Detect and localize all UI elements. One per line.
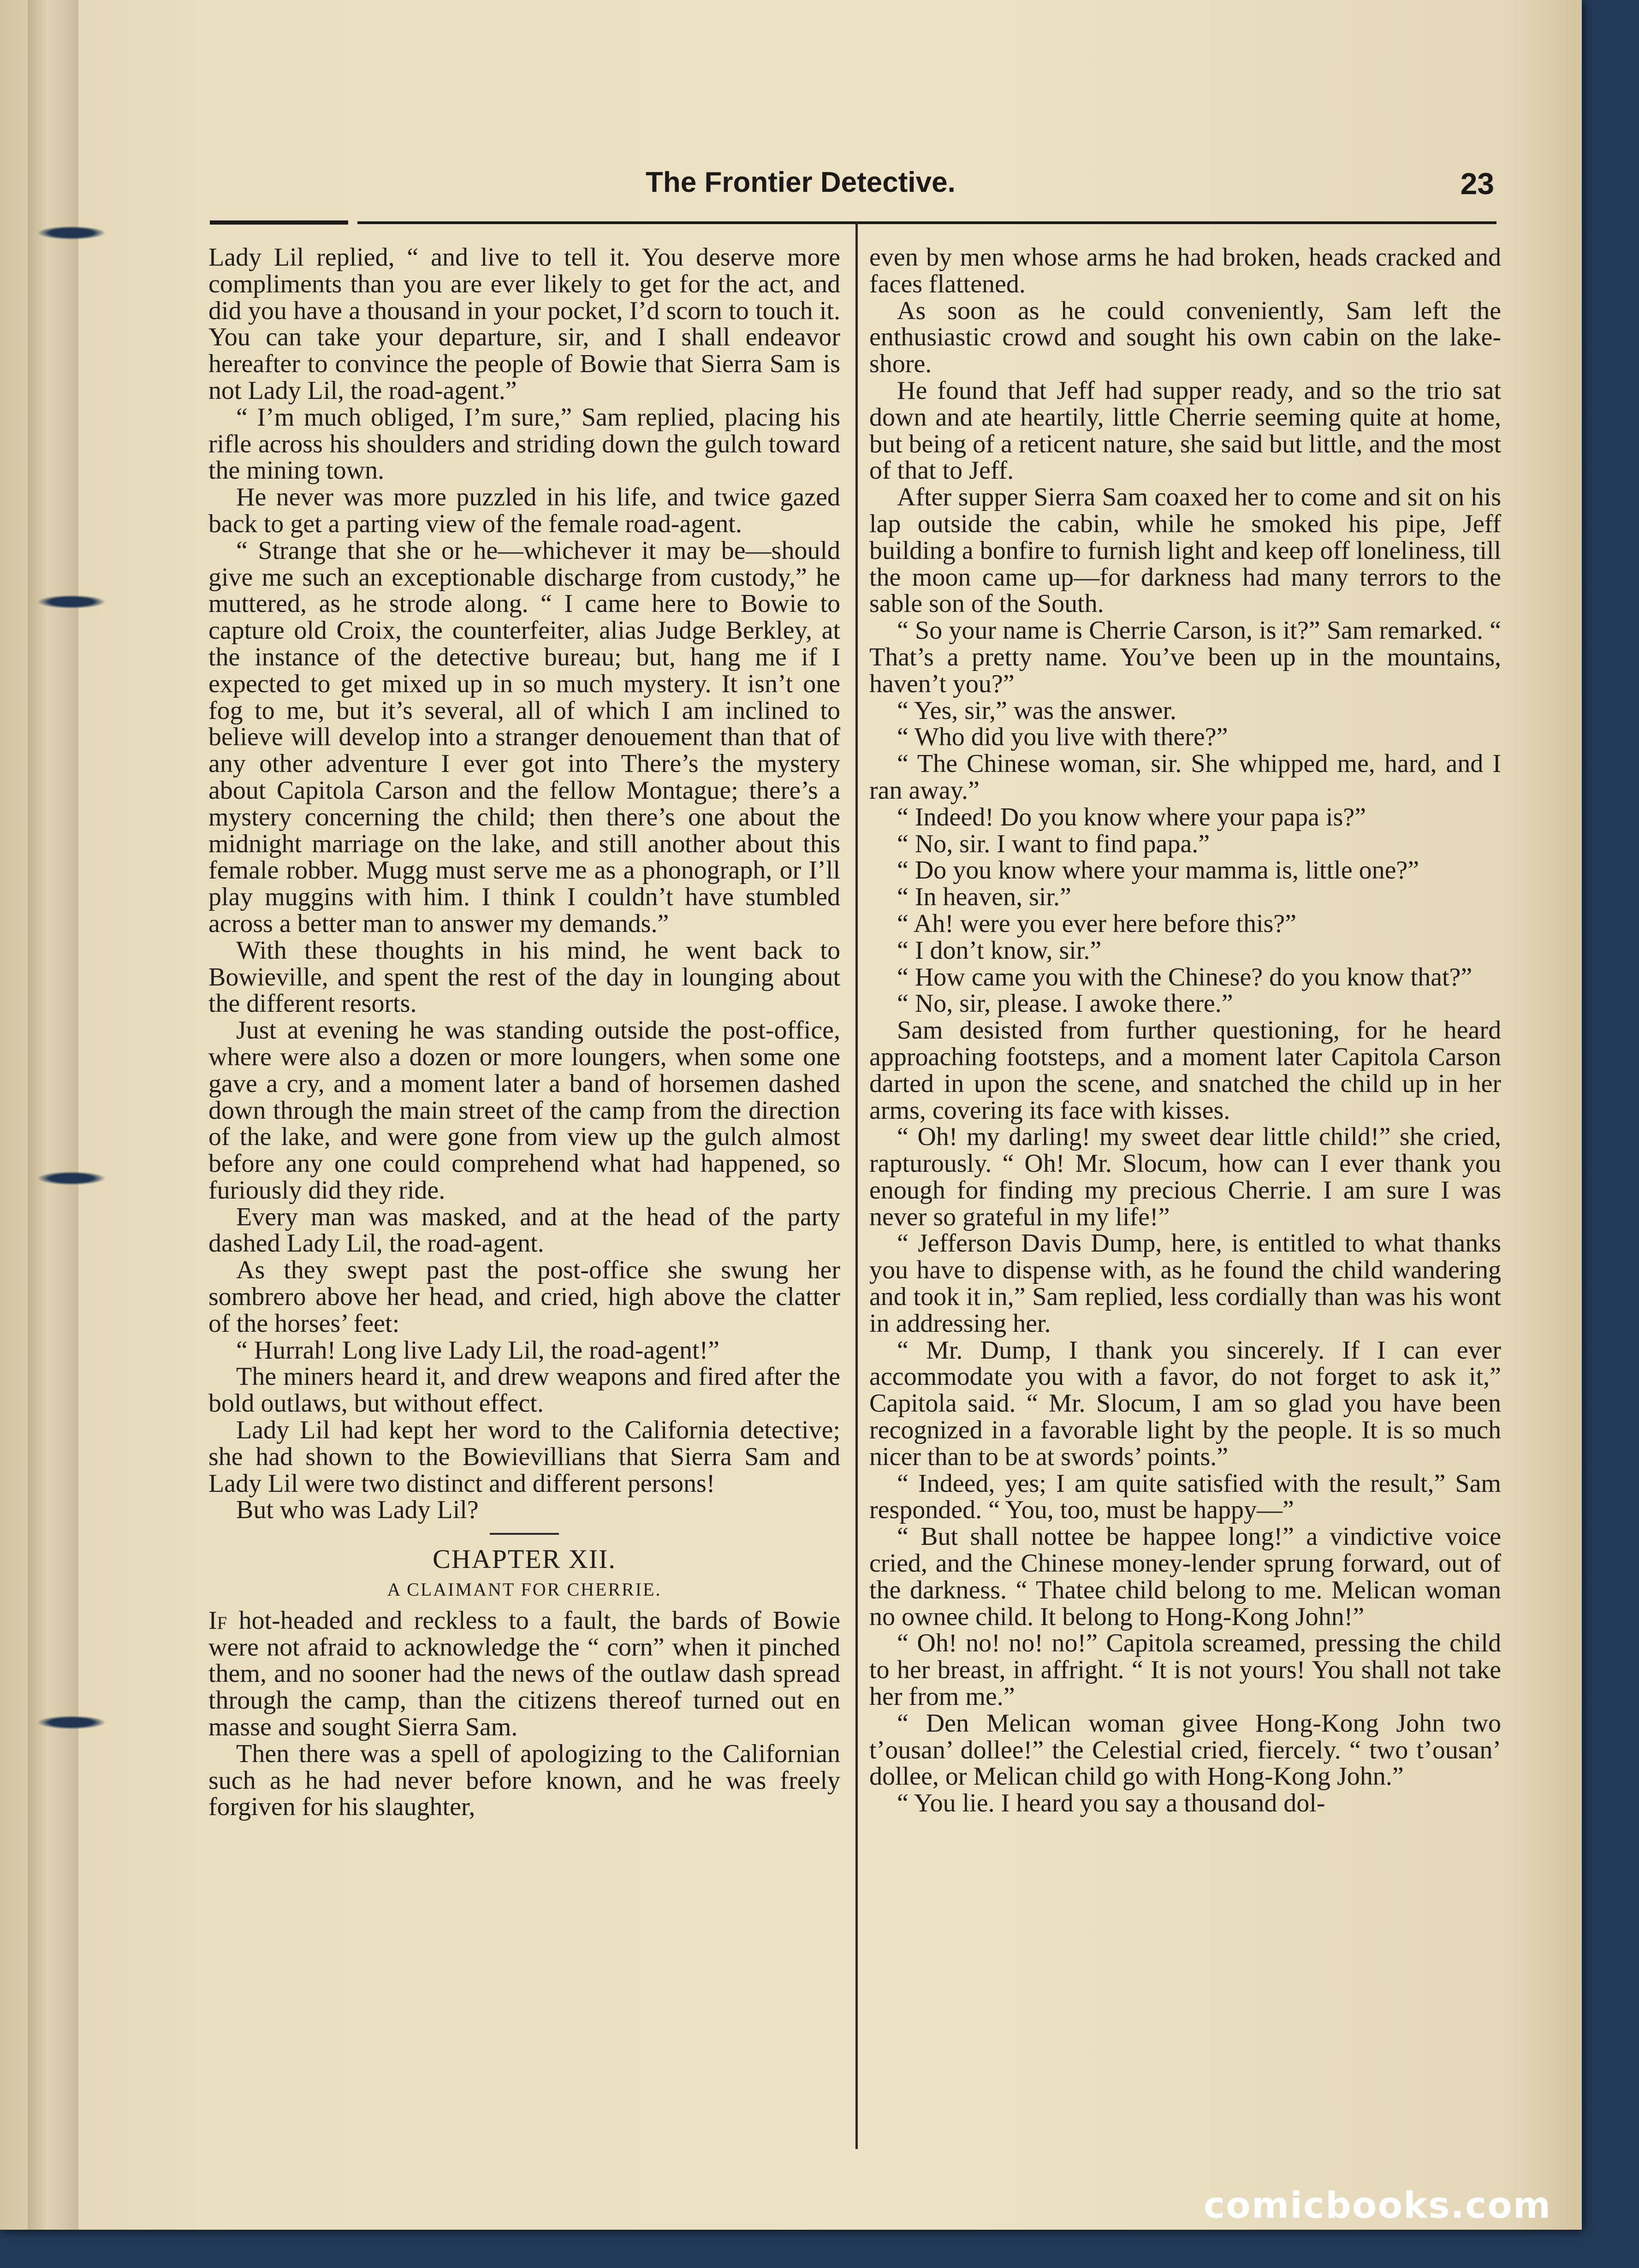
paragraph: “ Oh! no! no! no!” Capitola screamed, pressing the child to her breast, in affright. “ It is not yours! You shall not take her from me.” [869,1629,1501,1711]
page-number: 23 [1460,166,1494,201]
paragraph: “ Indeed! Do you know where your papa is?” [897,802,1366,831]
paragraph: “ So your name is Cherrie Carson, is it?” Sam remarked. “ That’s a pretty name. You’ve been up in the mountains, haven’t you?” [869,616,1501,698]
watermark: comicbooks.com [1204,2185,1552,2226]
paragraph: “ Do you know where your mamma is, little one?” [897,856,1419,885]
column-divider [855,221,858,2149]
paragraph: “ You lie. I heard you say a thousand dol- [897,1789,1325,1818]
paragraph: even by men whose arms he had broken, heads cracked and faces flattened. [869,243,1501,298]
chapter-rule [490,1533,559,1535]
binding-staple [37,1171,106,1185]
paragraph: As soon as he could conveniently, Sam left the enthusiastic crowd and sought his own cabin on the lake-shore. [869,296,1501,379]
paragraph [208,1608,840,1741]
paragraph: But who was Lady Lil? [236,1496,479,1525]
paragraph: The miners heard it, and drew weapons and fired after the bold outlaws, but without effect. [208,1362,840,1418]
header-rule [210,220,348,225]
paragraph: “ Yes, sir,” was the answer. [897,696,1176,725]
paragraph: “ I don’t know, sir.” [897,936,1102,965]
paragraph: “ Who did you live with there?” [897,723,1228,752]
paragraph: “ Mr. Dump, I thank you sincerely. If I can ever accommodate you with a favor, do not forget to ask it,” Capitola said. “ Mr. Slocum, I am so glad you have been recognized in a favorable light by the people. It is so much nicer than to be at swords’ points.” [869,1336,1501,1471]
paragraph: “ Jefferson Davis Dump, here, is entitled to what thanks you have to dispense with, as he found the child wandering and took it in,” Sam replied, less cordially than was his wont in addressing her. [869,1229,1501,1338]
paragraph: “ No, sir. I want to find papa.” [897,829,1210,858]
paragraph: “ How came you with the Chinese? do you know that?” [897,962,1473,992]
paragraph-text: hot-headed and reckless to a fault, the bards of Bowie were not afraid to acknowledge the “ corn” when it pinched them, and no sooner had the news of the outlaw dash spread through the camp, than the citizens thereof turned out en masse and sought Sierra Sam. [208,1606,841,1742]
binding-staple [37,226,106,240]
binding-staple [37,595,106,609]
running-title: The Frontier Detective. [646,166,956,198]
page-header [208,152,1494,217]
binding-staple [37,1716,106,1729]
paragraph: He found that Jeff had supper ready, and so the trio sat down and ate heartily, little Cherrie seeming quite at home, but being of a reticent nature, she said but little, and the most of that to Jeff. [869,376,1501,485]
chapter-subtitle: A CLAIMANT FOR CHERRIE. [387,1579,662,1600]
paragraph: “ Den Melican woman givee Hong-Kong John two t’ousan’ dollee!” the Celestial cried, fiercely. “ two t’ousan’ dollee, or Melican child go with Hong-Kong John.” [869,1709,1501,1791]
paragraph: Lady Lil had kept her word to the California detective; she had shown to the Bowievillians that Sierra Sam and Lady Lil were two distinct and different persons! [208,1416,840,1498]
paragraph: “ I’m much obliged, I’m sure,” Sam replied, placing his rifle across his shoulders and striding down the gulch toward the mining town. [208,403,840,485]
paragraph: After supper Sierra Sam coaxed her to come and sit on his lap outside the cabin, while he smoked his pipe, Jeff building a bonfire to furnish light and keep off loneliness, till the moon came up—for darkness had many terrors to the sable son of the South. [869,483,1501,618]
binding-shadow [28,0,78,2230]
paragraph: “ The Chinese woman, sir. She whipped me, hard, and I ran away.” [869,749,1501,805]
paragraph: “ No, sir, please. I awoke there.” [897,989,1233,1018]
paragraph: Just at evening he was standing outside the post-office, where were also a dozen or more loungers, when some one gave a cry, and a moment later a band of horsemen dashed down through the main street of the camp from the direction of the lake, and were gone from view up the gulch almost before any one could comprehend what had happened, so furiously did they ride. [208,1016,840,1205]
paragraph: “ Hurrah! Long live Lady Lil, the road-agent!” [236,1336,720,1365]
right-column [869,244,1501,1817]
left-column [208,244,840,1821]
paragraph: “ Indeed, yes; I am quite satisfied with the result,” Sam responded. “ You, too, must be happy—” [869,1469,1501,1525]
paragraph: “ Ah! were you ever here before this?” [897,909,1297,938]
paragraph: Sam desisted from further questioning, for he heard approaching footsteps, and a moment later Capitola Carson darted in upon the scene, and snatched the child up in her arms, covering its face with kisses. [869,1016,1501,1125]
paragraph: With these thoughts in his mind, he went back to Bowieville, and spent the rest of the day in lounging about the different resorts. [208,936,840,1018]
paragraph: “ Oh! my darling! my sweet dear little child!” she cried, rapturously. “ Oh! Mr. Slocum, how can I ever thank you enough for finding my precious Cherrie. I am sure I was never so grateful in my life!” [869,1122,1501,1231]
chapter-title: CHAPTER XII. [433,1544,616,1574]
paragraph: “ In heaven, sir.” [897,883,1071,912]
paragraph: Lady Lil replied, “ and live to tell it. You deserve more compliments than you are ever likely to get for the act, and did you have a thousand in your pocket, I’d scorn to touch it. You can take your departure, sir, and I shall endeavor hereafter to convince the people of Bowie that Sierra Sam is not Lady Lil, the road-agent.” [208,243,840,405]
paragraph: Every man was masked, and at the head of the party dashed Lady Lil, the road-agent. [208,1202,840,1258]
paragraph: He never was more puzzled in his life, and twice gazed back to get a parting view of the female road-agent. [208,483,840,538]
paragraph: Then there was a spell of apologizing to the Californian such as he had never before known, and he was freely forgiven for his slaughter, [208,1739,840,1822]
paragraph: “ But shall nottee be happee long!” a vindictive voice cried, and the Chinese money-lender sprung forward, out of the darkness. “ Thatee child belong to me. Melican woman no ownee child. It belong to Hong-Kong John!” [869,1522,1501,1631]
paragraph: “ Strange that she or he—whichever it may be—should give me such an exceptionable discharge from custody,” he muttered, as he strode along. “ I came here to Bowie to capture old Croix, the counterfeiter, alias Judge Berkley, at the instance of the detective bureau; but, hang me if I expected to get mixed up in so much mystery. It isn’t one fog to me, but it’s several, all of which I am inclined to believe will develop into a stranger denouement than that of any other adventure I ever got into There’s the mystery about Capitola Carson and the fellow Montague; there’s a mystery concerning the child; then there’s one about the midnight marriage on the lake, and still another about this female robber. Mugg must serve me as a phonograph, or I’ll play muggins with him. I think I couldn’t have stumbled across a better man to answer my demands.” [208,536,840,938]
paragraph: As they swept past the post-office she swung her sombrero above her head, and cried, high above the clatter of the horses’ feet: [208,1256,840,1338]
chapter-lead-word: If [208,1606,227,1635]
header-rule [357,221,1496,224]
chapter-heading [208,1533,840,1603]
